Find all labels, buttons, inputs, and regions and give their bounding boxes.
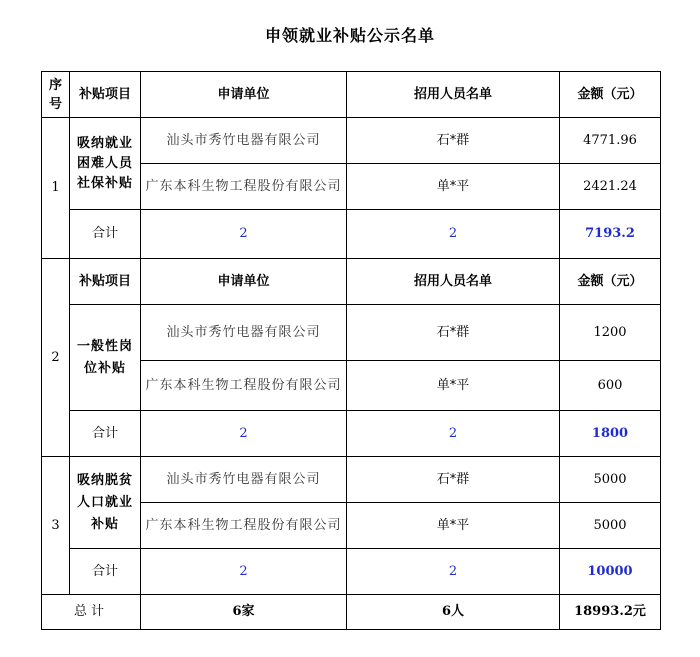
amount-cell: 5000 bbox=[560, 457, 661, 503]
header-unit: 申请单位 bbox=[141, 259, 347, 305]
subsidy-table bbox=[41, 71, 661, 630]
subtotal-persons: 2 bbox=[347, 210, 560, 259]
total-persons: 6人 bbox=[347, 595, 560, 630]
subtotal-units: 2 bbox=[141, 411, 347, 457]
unit-cell: 广东本科生物工程股份有限公司 bbox=[141, 503, 347, 549]
unit-cell: 广东本科生物工程股份有限公司 bbox=[141, 164, 347, 210]
header-unit: 申请单位 bbox=[141, 72, 347, 118]
header-seq: 序号 bbox=[42, 72, 70, 118]
table-row bbox=[42, 457, 661, 503]
subtotal-amount: 1800 bbox=[560, 411, 661, 457]
total-units: 6家 bbox=[141, 595, 347, 630]
person-cell: 单*平 bbox=[347, 164, 560, 210]
category-cell: 吸纳脱贫人口就业补贴 bbox=[70, 457, 141, 549]
subtotal-units: 2 bbox=[141, 210, 347, 259]
total-amount: 18993.2元 bbox=[560, 595, 661, 630]
person-cell: 石*群 bbox=[347, 118, 560, 164]
subtotal-label: 合计 bbox=[70, 549, 141, 595]
category-cell: 一般性岗位补贴 bbox=[70, 305, 141, 411]
unit-cell: 广东本科生物工程股份有限公司 bbox=[141, 361, 347, 411]
amount-cell: 600 bbox=[560, 361, 661, 411]
table-header-row bbox=[42, 72, 661, 118]
section-number: 1 bbox=[42, 118, 70, 259]
header-amount: 金额（元） bbox=[560, 259, 661, 305]
section-number: 3 bbox=[42, 457, 70, 595]
header-person: 招用人员名单 bbox=[347, 72, 560, 118]
unit-cell: 汕头市秀竹电器有限公司 bbox=[141, 118, 347, 164]
amount-cell: 4771.96 bbox=[560, 118, 661, 164]
total-row bbox=[42, 595, 661, 630]
unit-cell: 汕头市秀竹电器有限公司 bbox=[141, 305, 347, 361]
section-header-row bbox=[42, 259, 661, 305]
total-label: 总计 bbox=[42, 595, 141, 630]
subtotal-persons: 2 bbox=[347, 549, 560, 595]
amount-cell: 1200 bbox=[560, 305, 661, 361]
header-amount: 金额（元） bbox=[560, 72, 661, 118]
subtotal-label: 合计 bbox=[70, 411, 141, 457]
header-person: 招用人员名单 bbox=[347, 259, 560, 305]
subtotal-persons: 2 bbox=[347, 411, 560, 457]
person-cell: 石*群 bbox=[347, 457, 560, 503]
person-cell: 单*平 bbox=[347, 361, 560, 411]
section-number: 2 bbox=[42, 259, 70, 457]
subtotal-amount: 10000 bbox=[560, 549, 661, 595]
amount-cell: 5000 bbox=[560, 503, 661, 549]
category-cell: 吸纳就业困难人员社保补贴 bbox=[70, 118, 141, 210]
header-item: 补贴项目 bbox=[70, 259, 141, 305]
page-title: 申领就业补贴公示名单 bbox=[264, 26, 435, 45]
amount-cell: 2421.24 bbox=[560, 164, 661, 210]
person-cell: 单*平 bbox=[347, 503, 560, 549]
subtotal-row bbox=[42, 411, 661, 457]
person-cell: 石*群 bbox=[347, 305, 560, 361]
subtotal-units: 2 bbox=[141, 549, 347, 595]
subtotal-row bbox=[42, 210, 661, 259]
header-item: 补贴项目 bbox=[70, 72, 141, 118]
unit-cell: 汕头市秀竹电器有限公司 bbox=[141, 457, 347, 503]
subtotal-label: 合计 bbox=[70, 210, 141, 259]
subtotal-row bbox=[42, 549, 661, 595]
table-row bbox=[42, 305, 661, 361]
subtotal-amount: 7193.2 bbox=[560, 210, 661, 259]
table-row bbox=[42, 118, 661, 164]
